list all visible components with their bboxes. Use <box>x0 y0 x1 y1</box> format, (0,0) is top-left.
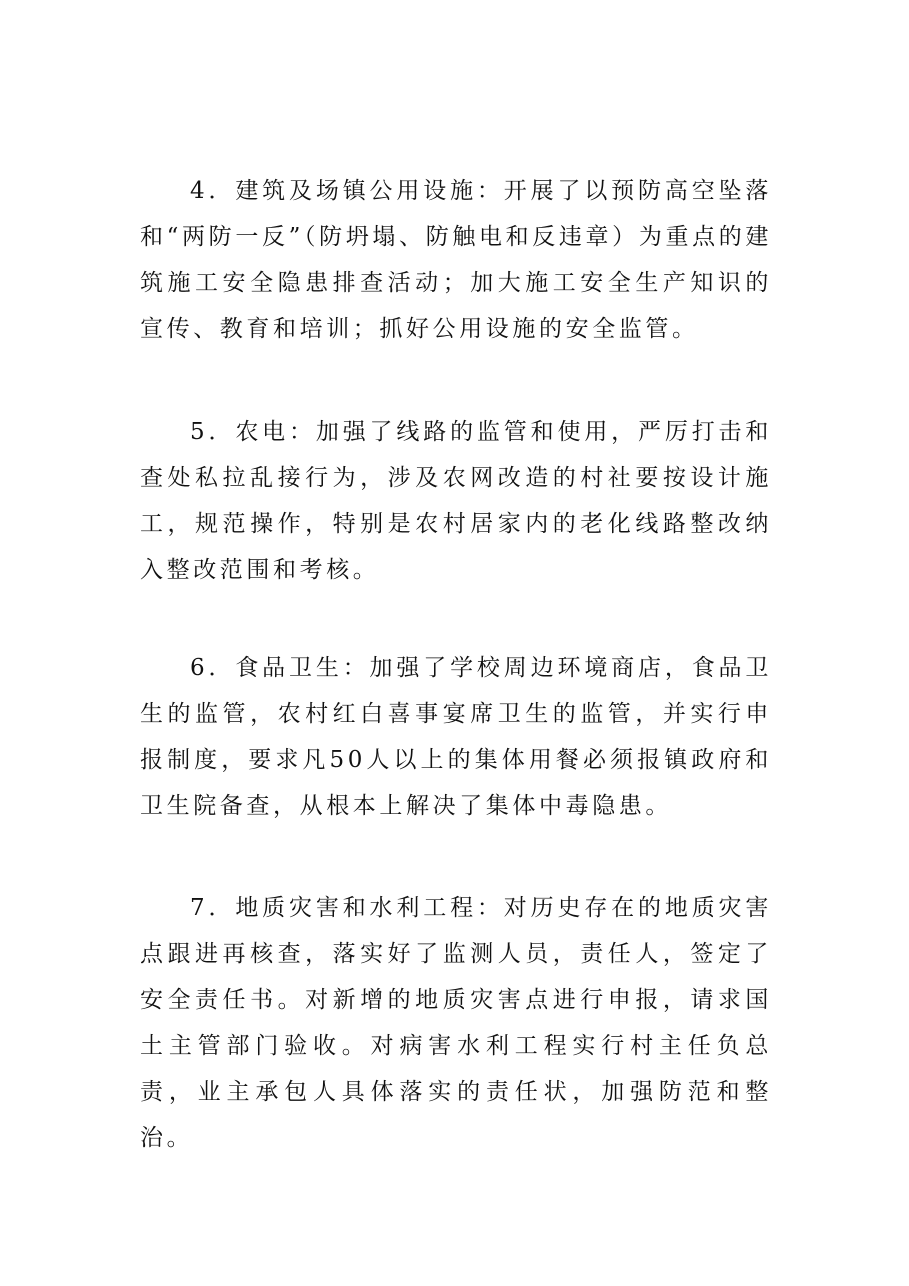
paragraph-building-facilities: 4．建筑及场镇公用设施：开展了以预防高空坠落和“两防一反”（防坍塌、防触电和反违章）为重点的建筑施工安全隐患排查活动；加大施工安全生产知识的宣传、教育和培训；抓好公用设施的安全监管。 <box>140 178 772 342</box>
paragraph-geological-water: 7．地质灾害和水利工程：对历史存在的地质灾害点跟进再核查，落实好了监测人员，责任人，签定了安全责任书。对新增的地质灾害点进行申报，请求国土主管部门验收。对病害水利工程实行村主任负总责，业主承包人具体落实的责任状，加强防范和整治。 <box>140 895 772 1151</box>
paragraph-food-hygiene: 6．食品卫生：加强了学校周边环境商店，食品卫生的监管，农村红白喜事宴席卫生的监管，并实行申报制度，要求凡50人以上的集体用餐必须报镇政府和卫生院备查，从根本上解决了集体中毒隐患。 <box>140 655 772 819</box>
paragraph-rural-electricity: 5．农电：加强了线路的监管和使用，严厉打击和查处私拉乱接行为，涉及农网改造的村社要按设计施工，规范操作，特别是农村居家内的老化线路整改纳入整改范围和考核。 <box>140 419 772 583</box>
